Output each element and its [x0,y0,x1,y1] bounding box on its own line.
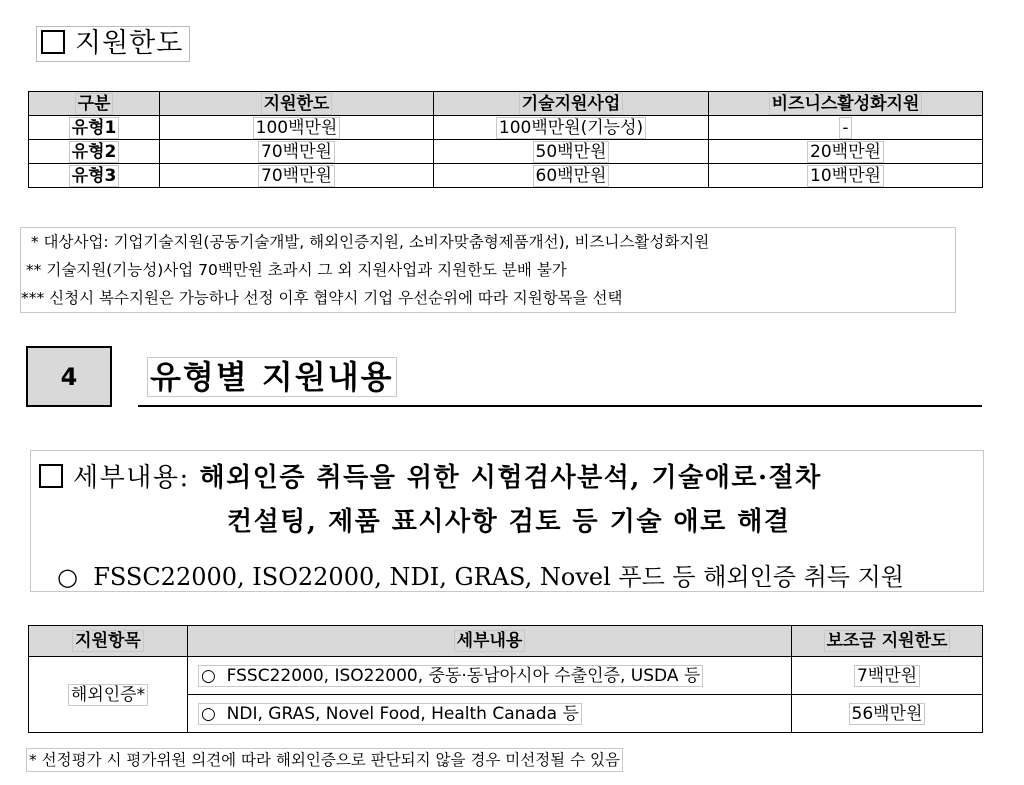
table-row [29,116,983,140]
cell-limit: 70백만원 [160,164,434,188]
table-header-row [29,626,983,657]
cell-detail: ○ FSSC22000, ISO22000, 중동·동남아시아 수출인증, USDA 등 [188,657,792,695]
cell-biz: 10백만원 [709,164,983,188]
header-cell: 지원한도 [160,92,434,116]
checkbox-square-icon [41,30,65,54]
header-cell: 세부내용 [188,626,792,657]
cell-limit: 70백만원 [160,140,434,164]
row-type: 유형2 [29,140,160,164]
header-cell: 구분 [29,92,160,116]
detail-line-2: 컨설팅, 제품 표시사항 검토 등 기술 애로 해결 [227,507,791,537]
cell-limit: 56백만원 [792,695,983,733]
section-number-box: 4 [26,346,112,407]
cell-tech: 100백만원(기능성) [434,116,709,140]
cell-tech: 50백만원 [434,140,709,164]
detail-bullet: ○ FSSC22000, ISO22000, NDI, GRAS, Novel 푸드 등 해외인증 취득 지원 [57,563,904,591]
cell-limit: 7백만원 [792,657,983,695]
detail-text: 해외인증 취득을 위한 시험검사분석, 기술애로·절차 [199,463,822,493]
section-title-4: 유형별 지원내용 [147,357,397,397]
row-type: 유형3 [29,164,160,188]
cell-detail: ○ NDI, GRAS, Novel Food, Health Canada 등 [188,695,792,733]
cell-biz: 20백만원 [709,140,983,164]
header-cell: 기술지원사업 [434,92,709,116]
note-line: ** 기술지원(기능성)사업 70백만원 초과시 그 외 지원사업과 지원한도 분배 불가 [21,261,567,279]
table-row [29,164,983,188]
detail-support-table [28,625,983,733]
note-line: * 대상사업: 기업기술지원(공동기술개발, 해외인증지원, 소비자맞춤형제품개선), 비즈니스활성화지원 [21,233,710,251]
footnote: * 선정평가 시 평가위원 의견에 따라 해외인증으로 판단되지 않을 경우 미선정될 수 있음 [26,748,623,772]
support-limit-table [28,91,983,188]
cell-biz: - [709,116,983,140]
checkbox-square-icon [39,464,63,488]
header-cell: 비즈니스활성화지원 [709,92,983,116]
detail-label: 세부내용: [73,463,190,493]
header-cell: 지원항목 [29,626,188,657]
header-cell: 보조금 지원한도 [792,626,983,657]
table-row [29,140,983,164]
row-type: 유형1 [29,116,160,140]
table-header-row [29,92,983,116]
cell-limit: 100백만원 [160,116,434,140]
section-heading-support-limit [36,26,190,62]
detail-line-1 [39,457,822,494]
notes-box [20,227,956,313]
cell-tech: 60백만원 [434,164,709,188]
note-line: *** 신청시 복수지원은 가능하나 선정 이후 협약시 기업 우선순위에 따라 지원항목을 선택 [21,289,623,307]
detail-content-box [30,450,984,592]
table-row [29,657,983,695]
section-title: 지원한도 [75,28,184,59]
cell-item: 해외인증* [29,657,188,733]
section-underline [138,405,982,407]
